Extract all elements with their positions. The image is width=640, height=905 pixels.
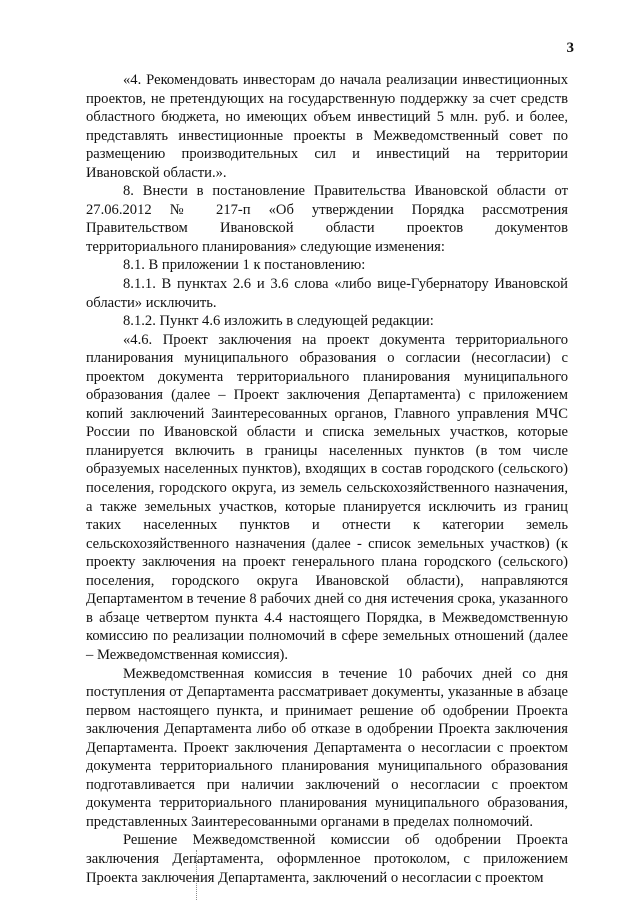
paragraph-item-8-1-2: 8.1.2. Пункт 4.6 изложить в следующей редакции: xyxy=(123,313,434,330)
paragraph-investor-recommendation: «4. Рекомендовать инвесторам до начала реализации инвестиционных проектов, не претендующих на государственную поддержку за счет средств областного бюджета, но имеющих объем инвестиций 5 млн. руб. и более, представлять инвестиционные проекты в Межведомственный совет по размещению производительных сил и инвестиций на территории Ивановской области.». xyxy=(86,72,568,181)
paragraph-item-8-1-1: 8.1.1. В пунктах 2.6 и 3.6 слова «либо вице-Губернатору Ивановской области» исключить. xyxy=(86,276,568,311)
paragraph-item-8: 8. Внести в постановление Правительства Ивановской области от 27.06.2012 № 217-п «Об утверждении Порядка рассмотрения Правительством Ивановской области проектов документов территориального планирования» следующие изменения: xyxy=(86,183,568,255)
paragraph-item-4-6: «4.6. Проект заключения на проект документа территориального планирования муниципального образования о согласии (несогласии) с проектом документа территориального планирования муниципального образования (далее – Проект заключения Департамента) с приложением копий заключений Заинтересованных органов, Главного управления МЧС России по Ивановской области и списка земельных участков, которые планируется включить в границы населенных пунктов (в том числе образуемых населенных пунктов), входящих в состав городского (сельского) поселения, городского округа, из земель сельскохозяйственного назначения, а также земельных участков, которые планируется исключить из границ таких населенных пунктов и отнести к категории земель сельскохозяйственного назначения (далее - список земельных участков) (к проекту заключения на проект генерального плана городского (сельского) поселения, городского округа Ивановской области), направляются Департаментом в течение 8 рабочих дней со дня истечения срока, указанного в абзаце четвертом пункта 4.4 настоящего Порядка, в Межведомственную комиссию по реализации полномочий в сфере земельных отношений (далее – Межведомственная комиссия). xyxy=(86,331,568,663)
page-number: 3 xyxy=(566,40,574,56)
paragraph-item-8-1: 8.1. В приложении 1 к постановлению: xyxy=(123,257,366,274)
paragraph-commission: Межведомственная комиссия в течение 10 рабочих дней со дня поступления от Департамента рассматривает документы, указанные в абзаце первом настоящего пункта, и принимает решение об одобрении Проекта заключения Департамента либо об отказе в одобрении Проекта заключения Департамента. Проект заключения Департамента о несогласии с проектом документа территориального планирования муниципального образования подготавливается при наличии заключений о несогласии с проектом документа территориального планирования муниципального образования, представленных Заинтересованными органами в пределах полномочий. xyxy=(86,665,568,830)
paragraph-decision: Решение Межведомственной комиссии об одобрении Проекта заключения Департамента, оформленное протоколом, с приложением Проекта заключения Департамента, заключений о несогласии с проектом xyxy=(86,832,568,886)
margin-mark xyxy=(196,850,198,900)
document-body xyxy=(86,71,568,887)
